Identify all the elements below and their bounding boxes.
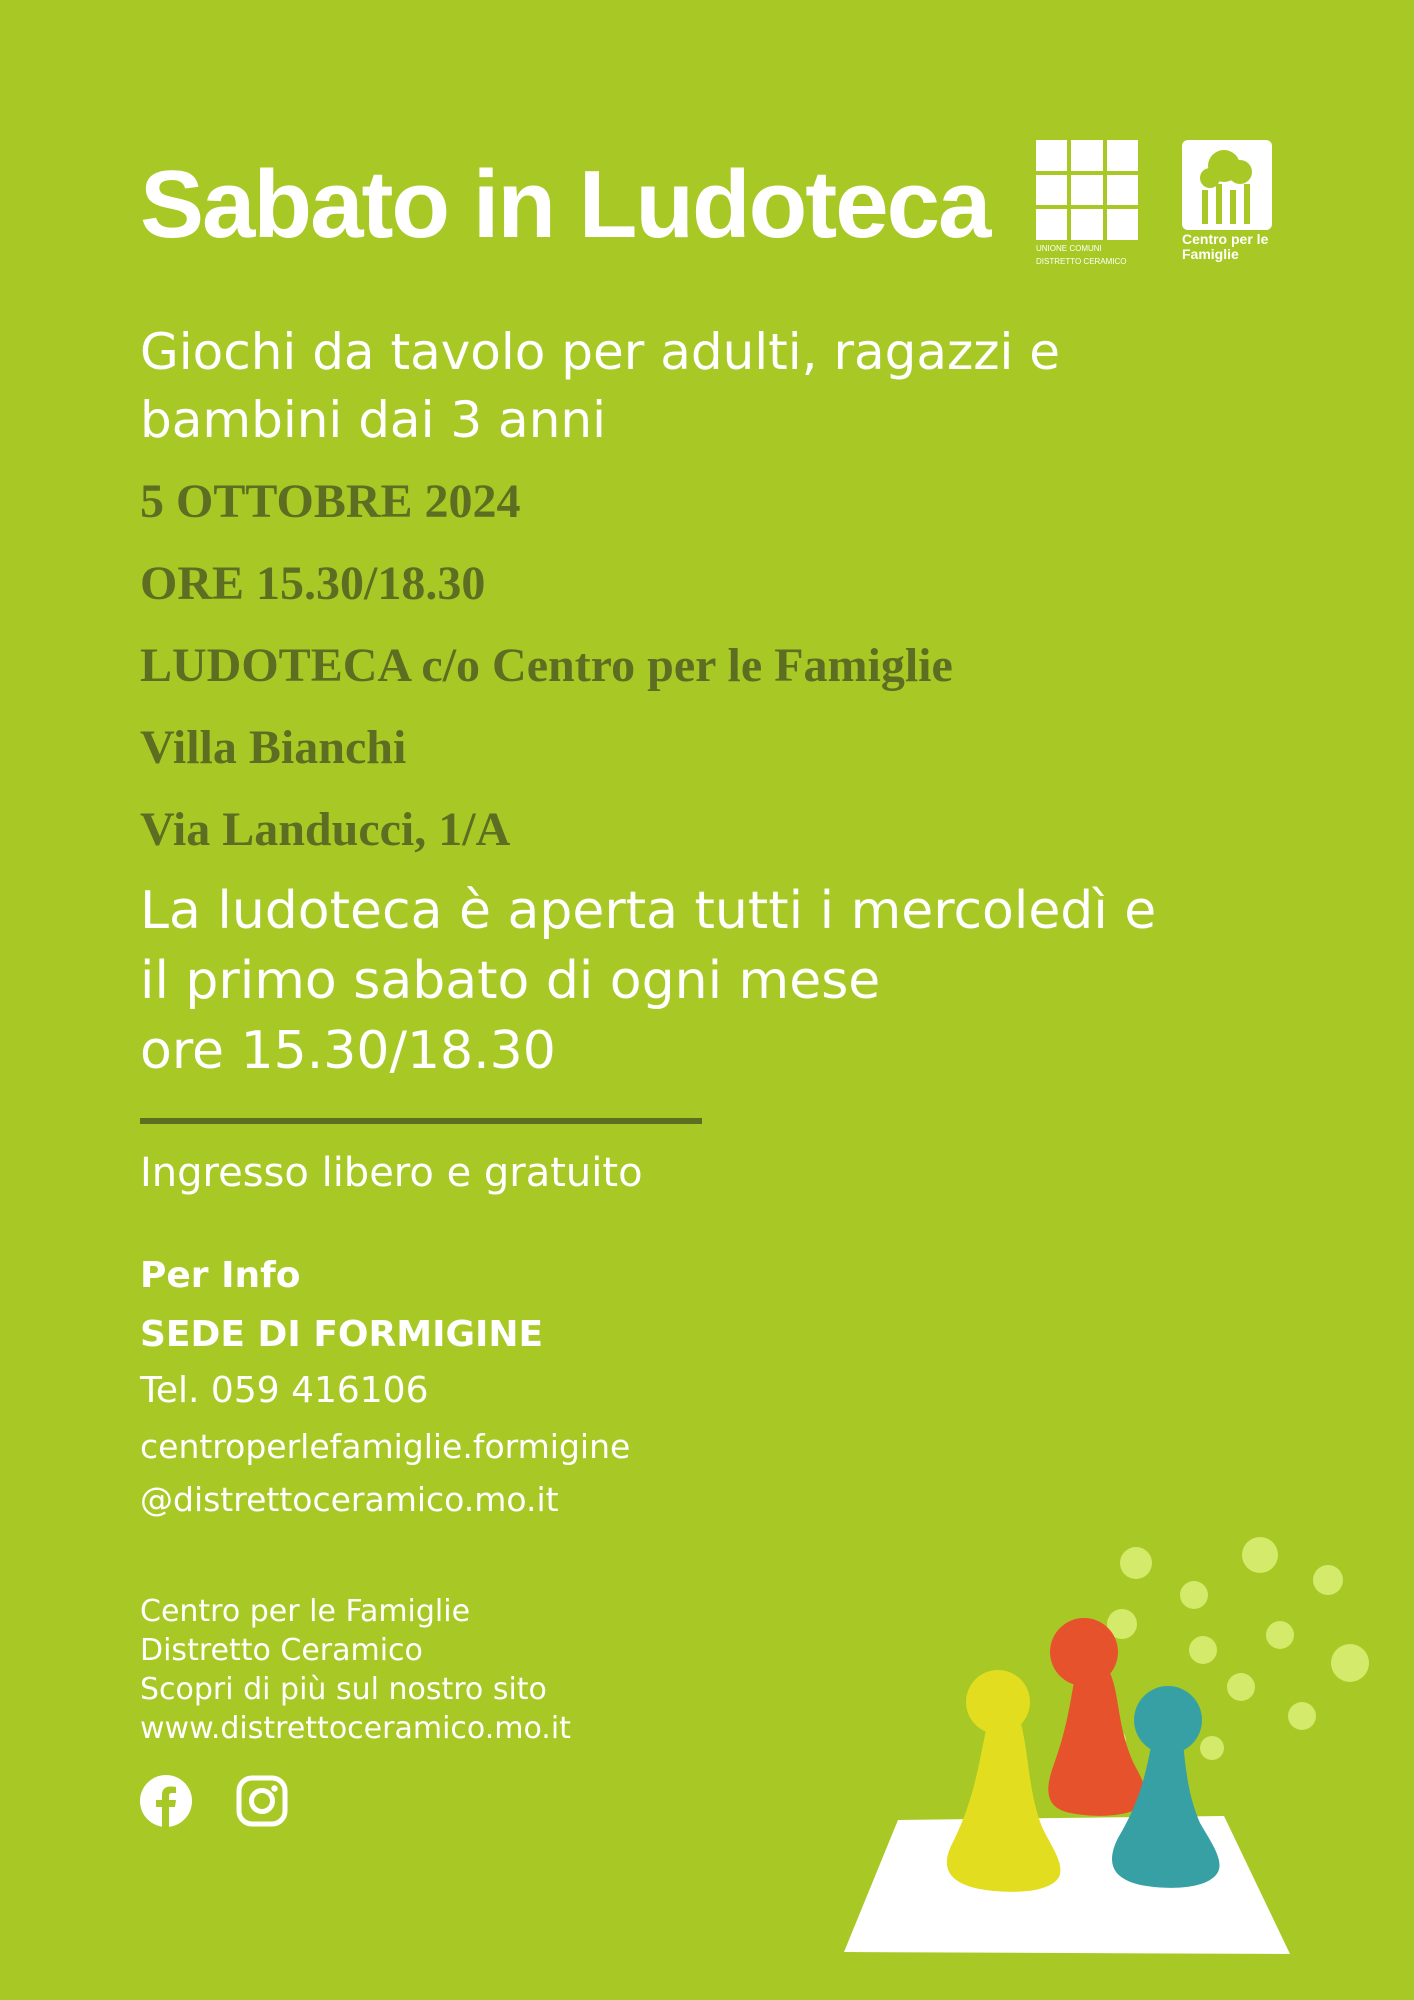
- unione-comuni-logo: [1036, 140, 1146, 266]
- event-address: Via Landucci, 1/A: [140, 803, 511, 856]
- event-date: 5 OTTOBRE 2024: [140, 475, 521, 528]
- footer-line3: Scopri di più sul nostro sito: [140, 1672, 547, 1707]
- contact-email-line2: @distrettoceramico.mo.it: [140, 1480, 559, 1519]
- tree-icon: [1182, 140, 1272, 230]
- page-title: Sabato in Ludoteca: [140, 151, 990, 258]
- red-pawn: [1048, 1618, 1146, 1816]
- contact-heading: Per Info: [140, 1255, 301, 1296]
- board-game-illustration: [840, 1520, 1400, 1970]
- divider: [140, 1118, 702, 1124]
- unione-comuni-logo-line1: UNIONE COMUNI: [1036, 244, 1102, 253]
- contact-email-line1: centroperlefamiglie.formigine: [140, 1427, 631, 1466]
- instagram-icon[interactable]: [236, 1775, 288, 1827]
- subtitle: Giochi da tavolo per adulti, ragazzi e bambini dai 3 anni: [140, 323, 1061, 449]
- footer-website[interactable]: www.distrettoceramico.mo.it: [140, 1711, 571, 1746]
- centro-famiglie-logo-label: Centro per le Famiglie: [1182, 231, 1269, 262]
- yellow-pawn: [947, 1670, 1061, 1892]
- event-time: ORE 15.30/18.30: [140, 557, 486, 610]
- footer-line2: Distretto Ceramico: [140, 1633, 423, 1668]
- unione-comuni-logo-mark: [1036, 140, 1138, 240]
- opening-hours: La ludoteca è aperta tutti i mercoledì e il primo sabato di ogni mese ore 15.30/18.30: [140, 881, 1157, 1081]
- event-venue: LUDOTECA c/o Centro per le Famiglie: [140, 639, 953, 692]
- contact-office: SEDE DI FORMIGINE: [140, 1314, 544, 1355]
- unione-comuni-logo-line2: DISTRETTO CERAMICO: [1036, 257, 1127, 266]
- centro-famiglie-logo: [1182, 140, 1282, 262]
- entry-note: Ingresso libero e gratuito: [140, 1150, 643, 1196]
- footer-line1: Centro per le Famiglie: [140, 1594, 471, 1629]
- contact-phone: Tel. 059 416106: [140, 1370, 429, 1411]
- event-building: Villa Bianchi: [140, 721, 407, 774]
- facebook-icon[interactable]: [140, 1775, 192, 1827]
